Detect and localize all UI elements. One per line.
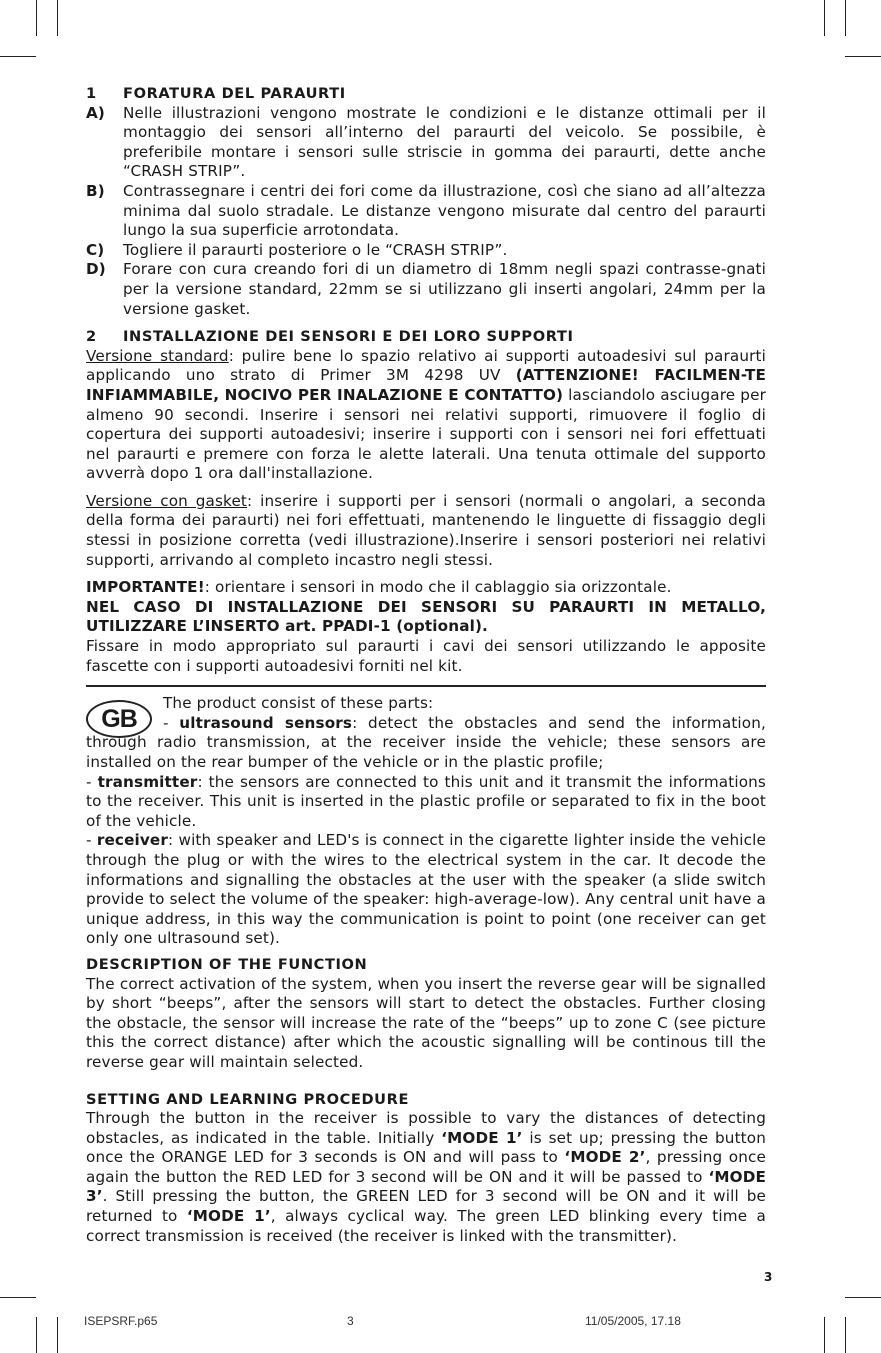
item-label: B) [86,181,105,200]
crop-mark [845,56,881,57]
sensors-paragraph [86,714,766,773]
paragraph-text: : the sensors are connected to this unit and it transmit the informations to the receiver. This unit is inserted in the plastic profile or separated to fix in the boot of the vehicle. [86,772,766,830]
item-text: Contrassegnare i centri dei fori come da illustrazione, così che siano ad all’altezza minima dal suolo stradale. Le distanze vengono misurate dal centro del paraurti lungo la sua superficie arrotondata. [123,181,766,240]
crop-mark [0,56,36,57]
crop-mark [845,0,846,36]
paragraph-text: : pulire bene lo spazio relativo ai supporti autoadesivi sul paraurti applicando uno strato di Primer 3M 4298 UV [86,346,767,385]
paragraph-text: . Still pressing the button, the GREEN LED for 3 second will be ON and it will be returned to [86,1187,766,1226]
crop-mark [824,1317,825,1353]
footer-datetime: 11/05/2005, 17.18 [585,1314,681,1328]
page-number: 3 [764,1270,773,1284]
function-paragraph [86,975,766,1073]
crop-mark [845,1297,881,1298]
standard-version-paragraph [86,347,766,484]
gasket-version-paragraph [86,492,766,570]
standard-version-label: Versione standard [86,346,229,365]
section-title: INSTALLAZIONE DEI SENSORI E DEI LORO SUPPORTI [123,328,574,346]
paragraph-text: : orientare i sensori in modo che il cablaggio sia orizzontale. [204,578,672,597]
mode-label: ‘MODE 1’ [186,1207,271,1226]
list-item [86,260,766,319]
paragraph-text: lasciandolo asciugare per almeno 90 secondi. Inserire i sensori nei relativi supporti, rimuovere il foglio di copertura dei supporti autoadesivi; inserire i supporti con i sensori nei fori effettuati nel paraurti e premere con forza le alette laterali. Una tenuta ottimale del supporto avverrà dopo 1 ora dall'installazione. [86,385,766,483]
gb-language-badge: GB [86,700,152,738]
paragraph-text: is set up; pressing the button once the ORANGE LED for 3 seconds is ON and will pass to [86,1128,766,1167]
setting-heading: SETTING AND LEARNING PROCEDURE [86,1090,410,1108]
gb-intro [86,694,766,714]
flammable-warning: (ATTENZIONE! FACILMEN-TE INFIAMMABILE, NOCIVO PER INALAZIONE E CONTATTO) [86,366,766,404]
crop-mark [36,1317,37,1353]
transmitter-paragraph [86,773,766,832]
list-item [86,241,766,261]
dash: - [86,772,98,791]
warning-text: NEL CASO DI INSTALLAZIONE DEI SENSORI SU PARAURTI IN METALLO, UTILIZZARE L’INSERTO art. PPADI-1 (optional). [86,597,766,636]
mode-label: ‘MODE 3’ [86,1167,766,1206]
section-1-heading [86,84,766,104]
section-number: 2 [86,328,97,346]
paragraph-text: Through the button in the receiver is possible to vary the distances of detecting obstacles, as indicated in the table. Initially [86,1109,766,1147]
list-item [86,104,766,182]
crop-mark [0,1297,36,1298]
paragraph-text: The correct activation of the system, when you insert the reverse gear will be signalled by short “beeps”, after the sensors will start to detect the obstacles. Further closing the obstacle, the sensor will increase the rate of the “beeps” up to zone C (see picture this the correct distance) after which the acoustic signalling will be continous till the reverse gear will maintain selected. [86,974,766,1071]
dash: - [86,831,97,850]
item-text: Togliere il paraurti posteriore o le “CRASH STRIP”. [123,240,508,259]
metal-bumper-warning [86,598,766,637]
paragraph-text: , always cyclical way. The green LED blinking every time a correct transmission is received (the receiver is linked with the transmitter). [86,1207,766,1245]
fixing-paragraph [86,637,766,676]
gb-section [86,694,766,772]
receiver-label: receiver [96,831,169,850]
page-content [86,84,766,1246]
receiver-paragraph [86,831,766,949]
item-label: D) [86,260,106,279]
transmitter-label: transmitter [97,772,198,791]
paragraph-text: : detect the obstacles and send the information, through radio transmission, at the receiver inside the vehicle; these sensors are installed on the rear bumper of the vehicle or in the plastic profile; [86,713,766,771]
paragraph-text: : with speaker and LED's is connect in the cigarette lighter inside the vehicle through the plug or with the wires to the electrical system in the car. It decode the informations and signalling the obstacles at the user with the speaker (a slide switch provide to select the volume of the speaker: high-average-low). Any central unit have a unique address, in this way the communication is point to point (one receiver can get only one ultrasound set). [86,831,766,948]
list-item [86,182,766,241]
crop-mark [845,1317,846,1353]
item-label: A) [86,103,105,122]
footer-file: ISEPSRF.p65 [84,1314,158,1328]
function-heading: DESCRIPTION OF THE FUNCTION [86,955,368,973]
crop-mark [57,0,58,36]
item-text: Forare con cura creando fori di un diametro di 18mm negli spazi contrasse-gnati per la versione standard, 22mm se si utilizzano gli inserti angolari, 24mm per la versione gasket. [123,260,766,318]
sensors-label: ultrasound sensors [179,713,353,732]
section-divider [86,685,766,687]
setting-paragraph [86,1109,766,1246]
crop-mark [57,1317,58,1353]
section-2-heading [86,327,766,347]
mode-label: ‘MODE 1’ [441,1128,523,1147]
important-note [86,578,766,598]
paragraph-text: Fissare in modo appropriato sul paraurti i cavi dei sensori utilizzando le apposite fascette con i supporti autoadesivi forniti nel kit. [86,637,766,675]
section-title: FORATURA DEL PARAURTI [123,85,346,102]
gasket-version-label: Versione con gasket [86,491,248,510]
paragraph-text: The product consist of these parts: [163,694,434,713]
crop-mark [824,0,825,36]
mode-label: ‘MODE 2’ [564,1148,646,1167]
paragraph-text: , pressing once again the button the RED LED for 3 second will be ON and it will be passed to [86,1148,766,1186]
item-text: Nelle illustrazioni vengono mostrate le condizioni e le distanze ottimali per il montaggio dei sensori all’interno del paraurti del veicolo. Se possibile, è preferibile montare i sensori sulle striscie in gomma dei paraurti, dette anche “CRASH STRIP”. [123,103,766,181]
crop-mark [36,0,37,36]
section-number: 1 [86,85,97,102]
dash: - [163,713,180,732]
paragraph-text: : inserire i supporti per i sensori (normali o angolari, a seconda della forma dei paraurti) nei fori effettuati, mantenendo le linguette di fissaggio degli stessi in posizione corretta (vedi illustrazione).Inserire i sensori posteriori nei relativi supporti, arrivando al completo incastro negli stessi. [86,491,766,569]
item-label: C) [86,240,105,259]
footer-page: 3 [347,1314,354,1328]
important-label: IMPORTANTE! [86,578,205,597]
